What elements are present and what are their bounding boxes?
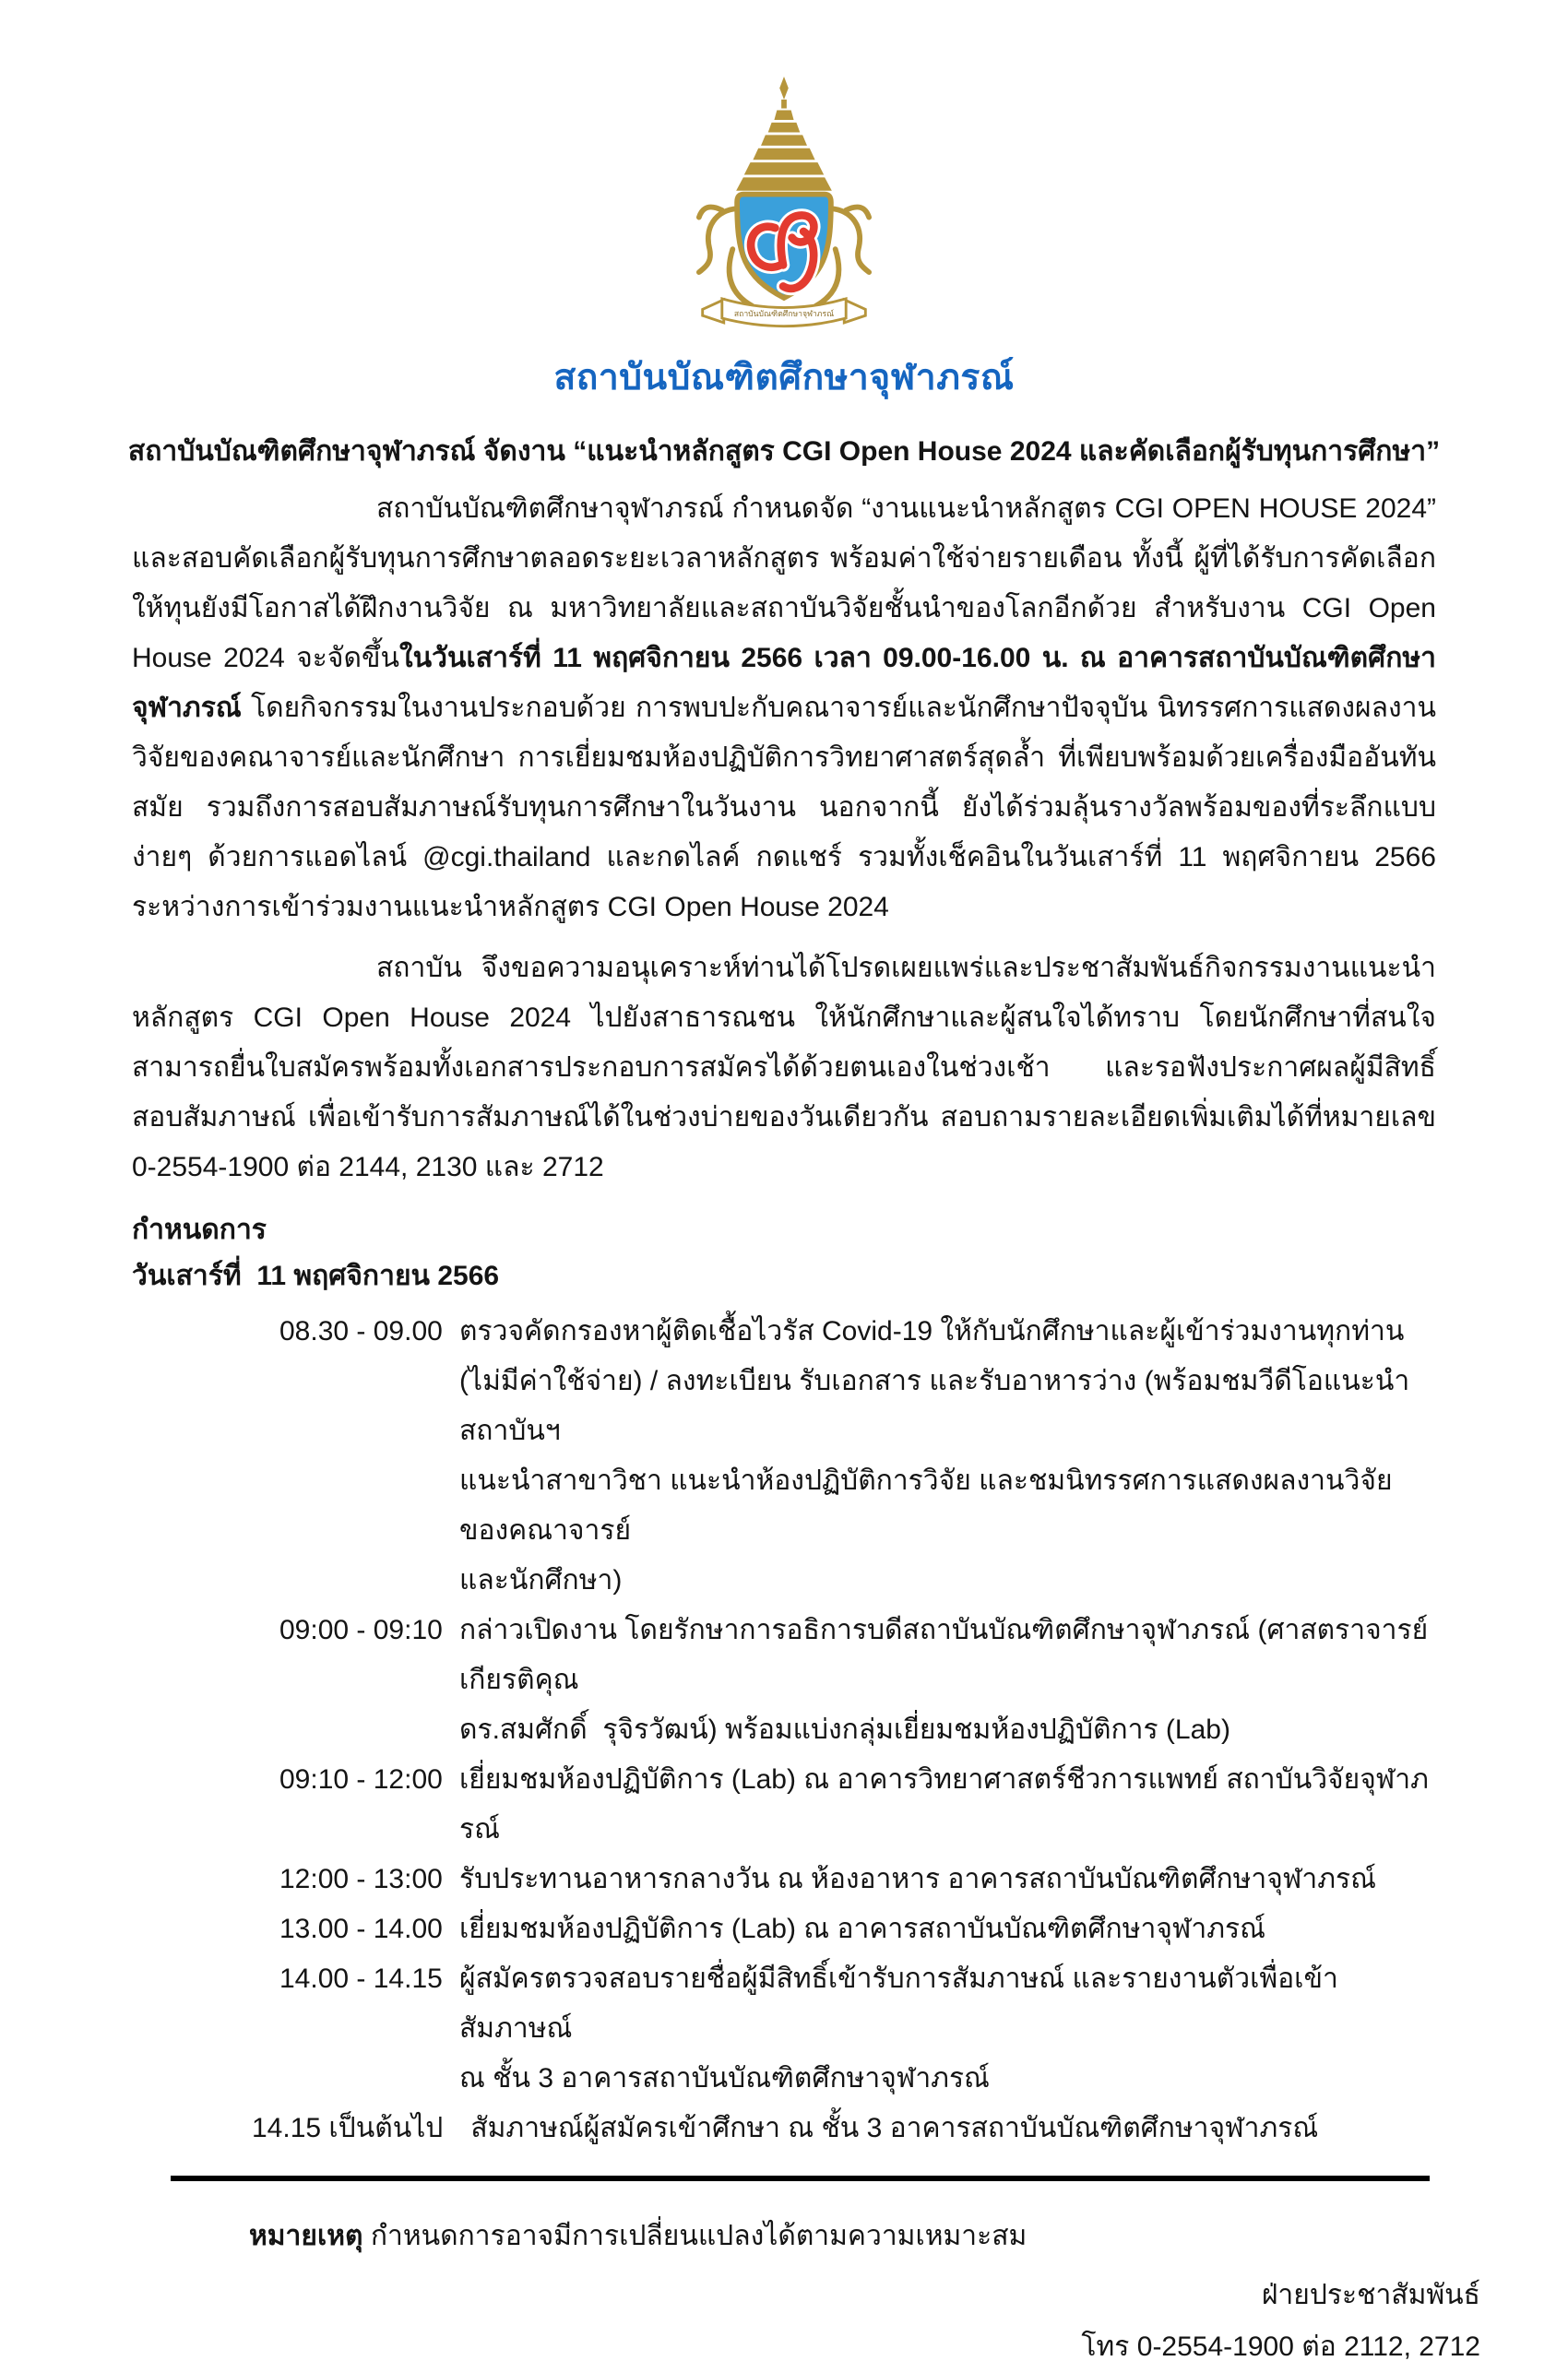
schedule-activity: แนะนำสาขาวิชา แนะนำห้องปฏิบัติการวิจัย และชมนิทรรศการแสดงผลงานวิจัยของคณาจารย์	[459, 1465, 1393, 1546]
schedule-time: 14.00 - 14.15	[279, 1964, 443, 1994]
schedule-time: 09:10 - 12:00	[279, 1764, 443, 1795]
signoff-department: ฝ่ายประชาสัมพันธ์	[1261, 2280, 1480, 2310]
paragraph-1: สถาบันบัณฑิตศึกษาจุฬาภรณ์ กำหนดจัด “งานแนะนำหลักสูตร CGI OPEN HOUSE 2024” และสอบคัดเลือกผู้รับทุนการศึกษาตลอดระยะเวลาหลักสูตร พร้อมค่าใช้จ่ายรายเดือน ทั้งนี้ ผู้ที่ได้รับการคัดเลือกให้ทุนยังมีโอกาสได้ฝึกงานวิจัย ณ มหาวิทยาลัยและสถาบันวิจัยชั้นนำของโลกอีกด้วย สำหรับงาน CGI Open House 2024 จะจัดขึ้นในวันเสาร์ที่ 11 พฤศจิกายน 2566 เวลา 09.00-16.00 น. ณ อาคารสถาบันบัณฑิตศึกษาจุฬาภรณ์ โดยกิจกรรมในงานประกอบด้วย การพบปะกับคณาจารย์และนักศึกษาปัจจุบัน นิทรรศการแสดงผลงานวิจัยของคณาจารย์และนักศึกษา การเยี่ยมชมห้องปฏิบัติการวิทยาศาสตร์สุดล้ำ ที่เพียบพร้อมด้วยเครื่องมืออันทันสมัย รวมถึงการสอบสัมภาษณ์รับทุนการศึกษาในวันงาน นอกจากนี้ ยังได้ร่วมลุ้นรางวัลพร้อมของที่ระลึกแบบง่ายๆ ด้วยการแอดไลน์ @cgi.thailand และกดไลค์ กดแชร์ รวมทั้งเช็คอินในวันเสาร์ที่ 11 พฤศจิกายน 2566 ระหว่างการเข้าร่วมงานแนะนำหลักสูตร CGI Open House 2024	[132, 493, 1436, 922]
emblem-graphic	[660, 76, 908, 341]
footnote-label: หมายเหตุ	[249, 2221, 363, 2251]
schedule-time: 14.15 เป็นต้นไป	[252, 2113, 444, 2143]
schedule-time: 13.00 - 14.00	[279, 1914, 443, 1944]
schedule-date-heading: วันเสาร์ที่ 11 พฤศจิกายน 2566	[132, 1261, 500, 1291]
schedule-time: 09:00 - 09:10	[279, 1615, 443, 1645]
schedule-activity: เยี่ยมชมห้องปฏิบัติการ (Lab) ณ อาคารสถาบันบัณฑิตศึกษาจุฬาภรณ์	[459, 1914, 1265, 1944]
footnote-text: กำหนดการอาจมีการเปลี่ยนแปลงได้ตามความเหมาะสม	[362, 2221, 1028, 2251]
crown-spire-icon	[736, 77, 832, 191]
schedule-row	[132, 1705, 1436, 1755]
headline: สถาบันบัณฑิตศึกษาจุฬาภรณ์ จัดงาน “แนะนำหลักสูตร CGI Open House 2024 และคัดเลือกผู้รับทุนการศึกษา”	[127, 436, 1441, 467]
schedule-activity: สัมภาษณ์ผู้สมัครเข้าศึกษา ณ ชั้น 3 อาคารสถาบันบัณฑิตศึกษาจุฬาภรณ์	[470, 2113, 1319, 2143]
schedule-heading: กำหนดการ	[132, 1215, 267, 1245]
paragraph-2: สถาบัน จึงขอความอนุเคราะห์ท่านได้โปรดเผยแพร่และประชาสัมพันธ์กิจกรรมงานแนะนำหลักสูตร CGI Open House 2024 ไปยังสาธารณชน ให้นักศึกษาและผู้สนใจได้ทราบ โดยนักศึกษาที่สนใจสามารถยื่นใบสมัครพร้อมทั้งเอกสารประกอบการสมัครได้ด้วยตนเองในช่วงเช้า และรอฟังประกาศผลผู้มีสิทธิ์สอบสัมภาษณ์ เพื่อเข้ารับการสัมภาษณ์ได้ในช่วงบ่ายของวันเดียวกัน สอบถามรายละเอียดเพิ่มเติมได้ที่หมายเลข 0-2554-1900 ต่อ 2144, 2130 และ 2712	[132, 953, 1436, 1182]
schedule-time: 12:00 - 13:00	[279, 1864, 443, 1894]
ribbon-text: สถาบันบัณฑิตศึกษาจุฬาภรณ์	[733, 309, 835, 319]
schedule-row	[132, 1755, 1436, 1855]
body-text	[132, 484, 1436, 1192]
signoff	[0, 2270, 1568, 2373]
schedule	[132, 1307, 1436, 2153]
schedule-activity: กล่าวเปิดงาน โดยรักษาการอธิการบดีสถาบันบัณฑิตศึกษาจุฬาภรณ์ (ศาสตราจารย์เกียรติคุณ	[459, 1615, 1429, 1695]
schedule-row	[132, 1556, 1436, 1606]
schedule-row	[132, 1307, 1436, 1357]
schedule-activity: ผู้สมัครตรวจสอบรายชื่อผู้มีสิทธิ์เข้ารับการสัมภาษณ์ และรายงานตัวเพื่อเข้าสัมภาษณ์	[459, 1964, 1338, 2044]
schedule-row	[132, 2104, 1436, 2153]
schedule-activity: ดร.สมศักดิ์ รุจิรวัฒน์) พร้อมแบ่งกลุ่มเยี่ยมชมห้องปฏิบัติการ (Lab)	[459, 1714, 1230, 1745]
schedule-activity: รับประทานอาหารกลางวัน ณ ห้องอาหาร อาคารสถาบันบัณฑิตศึกษาจุฬาภรณ์	[459, 1864, 1376, 1894]
ribbon-banner-icon	[703, 299, 866, 326]
schedule-activity: (ไม่มีค่าใช้จ่าย) / ลงทะเบียน รับเอกสาร และรับอาหารว่าง (พร้อมชมวีดีโอแนะนำสถาบันฯ	[459, 1366, 1410, 1446]
schedule-activity: ตรวจคัดกรองหาผู้ติดเชื้อไวรัส Covid-19 ให้กับนักศึกษาและผู้เข้าร่วมงานทุกท่าน	[459, 1316, 1405, 1347]
schedule-activity: ณ ชั้น 3 อาคารสถาบันบัณฑิตศึกษาจุฬาภรณ์	[459, 2063, 990, 2094]
schedule-row	[132, 2054, 1436, 2104]
institute-emblem-logo	[0, 0, 1568, 341]
footnote	[249, 2213, 1436, 2260]
schedule-row	[132, 1456, 1436, 1556]
schedule-activity: เยี่ยมชมห้องปฏิบัติการ (Lab) ณ อาคารวิทยาศาสตร์ชีวการแพทย์ สถาบันวิจัยจุฬาภรณ์	[459, 1764, 1429, 1845]
schedule-row	[132, 1904, 1436, 1954]
schedule-row	[132, 1855, 1436, 1904]
schedule-row	[132, 1357, 1436, 1456]
schedule-time: 08.30 - 09.00	[279, 1316, 443, 1347]
schedule-row	[132, 1606, 1436, 1705]
schedule-row	[132, 1954, 1436, 2054]
signoff-phone: โทร 0-2554-1900 ต่อ 2112, 2712	[1081, 2331, 1480, 2362]
schedule-activity: และนักศึกษา)	[459, 1565, 623, 1596]
institute-name: สถาบันบัณฑิตศึกษาจุฬาภรณ์	[553, 358, 1015, 397]
divider-line	[171, 2176, 1430, 2181]
